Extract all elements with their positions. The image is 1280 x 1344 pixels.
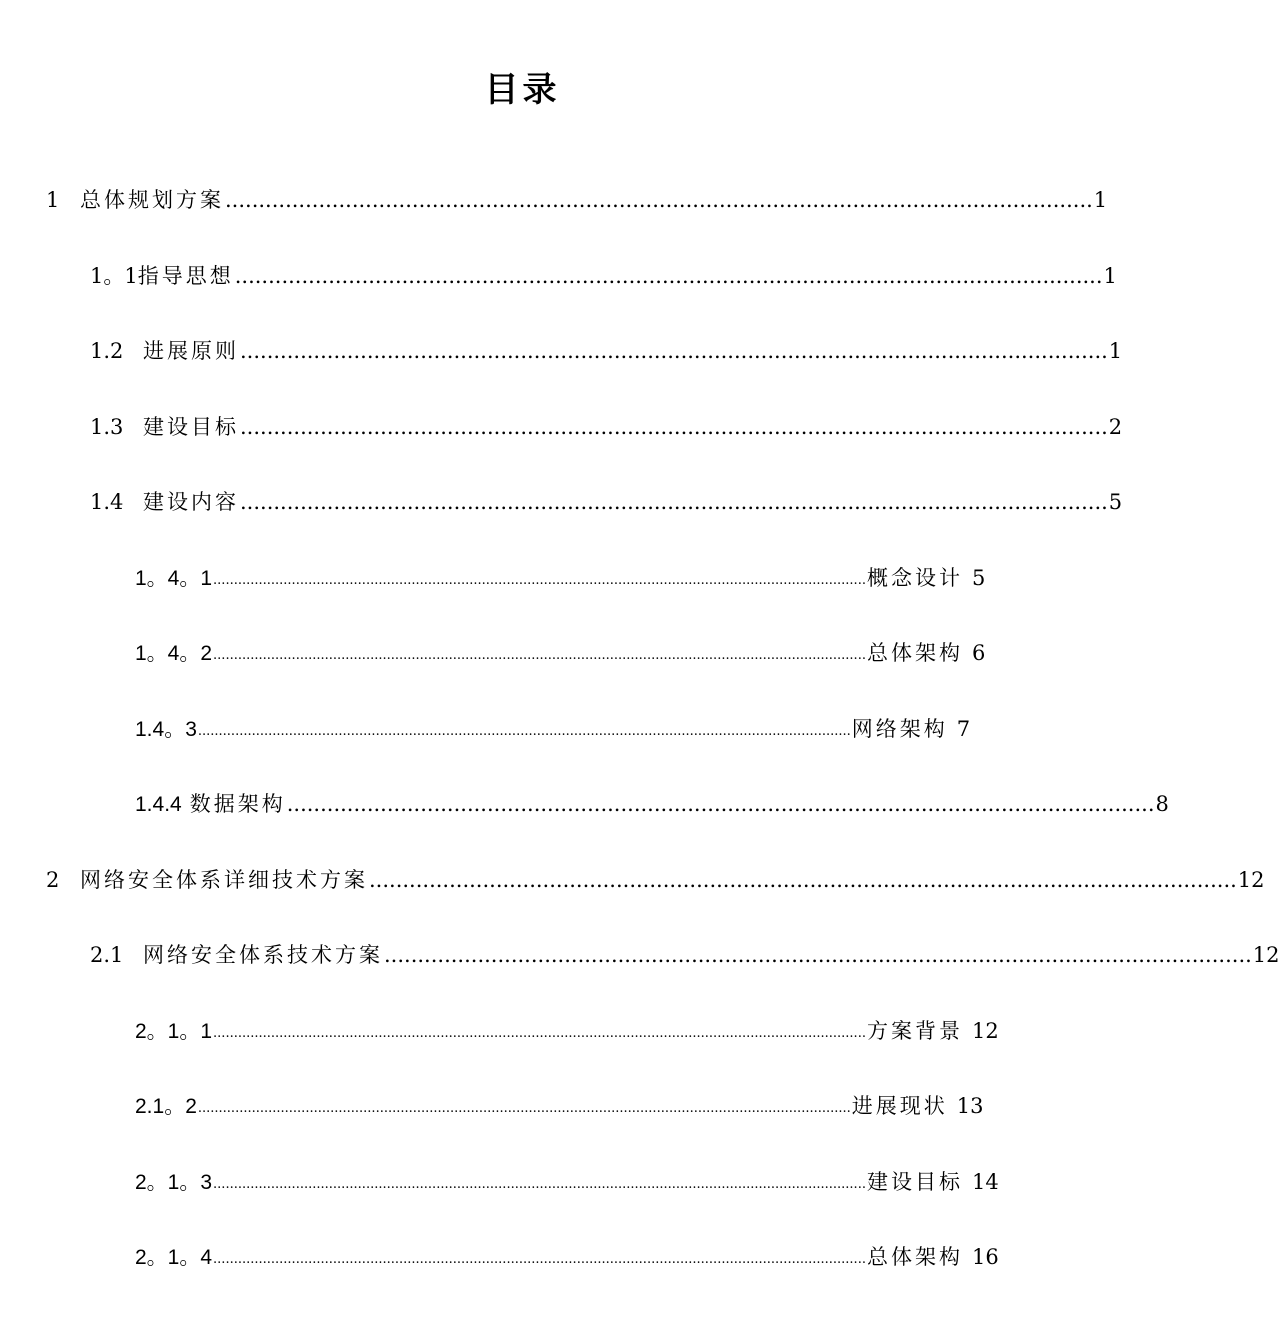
toc-leader-dots: .................................................................................................................................. xyxy=(240,415,1108,439)
toc-entry-number: 1 xyxy=(46,188,60,212)
toc-entry-title: 总体架构 xyxy=(866,641,963,665)
toc-entry-page: 13 xyxy=(956,1094,984,1118)
toc-entry-number: 1.4.4 xyxy=(135,793,182,816)
toc-entry-number: 2。1。3 xyxy=(135,1171,213,1194)
toc-entry-title: 建设目标 xyxy=(143,415,239,439)
toc-entry[interactable] xyxy=(90,939,1280,971)
toc-leader-dots: .............................................................................................................................................................. xyxy=(213,1252,866,1267)
toc-entry-number: 1。1 xyxy=(90,264,138,288)
toc-entry-page: 7 xyxy=(956,717,971,741)
toc-title: 目录 xyxy=(484,70,561,110)
toc-entry[interactable] xyxy=(135,1090,984,1122)
toc-entry-title: 总体架构 xyxy=(866,1245,963,1269)
toc-entry-page: 12 xyxy=(971,1019,999,1043)
toc-entry-page: 8 xyxy=(1155,792,1169,816)
toc-entry-title: 建设内容 xyxy=(143,490,239,514)
toc-leader-dots: .............................................................................................................................................................. xyxy=(197,724,851,739)
toc-entry-number: 1.3 xyxy=(90,415,124,439)
toc-entry-page: 1 xyxy=(1093,188,1108,212)
toc-entry-page: 12 xyxy=(1237,868,1265,892)
toc-entry-number: 1。4。1 xyxy=(135,567,213,590)
toc-leader-dots: .............................................................................................................................................................. xyxy=(213,1026,866,1041)
toc-entry[interactable] xyxy=(135,1166,999,1198)
toc-entry-page: 12 xyxy=(1252,943,1280,967)
toc-entry-page: 14 xyxy=(971,1170,999,1194)
toc-entry[interactable] xyxy=(135,637,986,669)
toc-entry-number: 1.2 xyxy=(90,339,124,363)
toc-entry[interactable] xyxy=(135,1015,999,1047)
toc-leader-dots: .............................................................................................................................................................. xyxy=(213,648,866,663)
toc-leader-dots: .................................................................................................................................. xyxy=(225,188,1093,212)
toc-leader-dots: .................................................................................................................................. xyxy=(369,868,1237,892)
toc-entry-page: 5 xyxy=(1108,490,1123,514)
toc-entry-title: 方案背景 xyxy=(866,1019,963,1043)
toc-entry-number: 2。1。1 xyxy=(135,1020,213,1043)
toc-entry[interactable] xyxy=(135,562,986,594)
toc-entry-page: 6 xyxy=(971,641,986,665)
toc-entry-title: 总体规划方案 xyxy=(80,188,224,212)
toc-entry[interactable] xyxy=(90,335,1123,367)
toc-entry-page: 16 xyxy=(971,1245,999,1269)
toc-entry-page: 1 xyxy=(1103,264,1117,288)
toc-entry-title: 概念设计 xyxy=(866,566,963,590)
toc-entry-page: 2 xyxy=(1108,415,1123,439)
toc-leader-dots: .................................................................................................................................. xyxy=(240,339,1108,363)
toc-leader-dots: .................................................................................................................................. xyxy=(286,792,1155,816)
toc-entry-title: 建设目标 xyxy=(866,1170,963,1194)
toc-entry-title: 指导思想 xyxy=(137,264,234,288)
toc-entry[interactable] xyxy=(90,411,1123,443)
toc-entry-title: 网络安全体系技术方案 xyxy=(143,943,383,967)
toc-entry-number: 2.1。2 xyxy=(135,1095,197,1118)
toc-leader-dots: .............................................................................................................................................................. xyxy=(213,1177,866,1192)
toc-leader-dots: .................................................................................................................................. xyxy=(234,264,1103,288)
toc-entry-title: 进展现状 xyxy=(851,1094,948,1118)
toc-entry-number: 2。1。4 xyxy=(135,1246,213,1269)
toc-entry-page: 1 xyxy=(1108,339,1123,363)
toc-entry-page: 5 xyxy=(971,566,986,590)
toc-entry-number: 2.1 xyxy=(90,943,124,967)
toc-entry-number: 2 xyxy=(46,868,60,892)
toc-entry[interactable] xyxy=(135,713,971,745)
toc-entry[interactable] xyxy=(46,184,1108,216)
toc-entry[interactable] xyxy=(46,864,1265,896)
toc-entry-title: 进展原则 xyxy=(143,339,239,363)
toc-entry[interactable] xyxy=(135,788,1169,820)
toc-entry-title: 数据架构 xyxy=(189,792,286,816)
toc-entry[interactable] xyxy=(135,1241,999,1273)
toc-leader-dots: .................................................................................................................................. xyxy=(240,490,1108,514)
toc-entry[interactable] xyxy=(90,260,1117,292)
toc-entry-title: 网络架构 xyxy=(851,717,948,741)
toc-entry[interactable] xyxy=(90,486,1123,518)
toc-entry-number: 1.4 xyxy=(90,490,124,514)
toc-leader-dots: .................................................................................................................................. xyxy=(384,943,1252,967)
toc-leader-dots: .............................................................................................................................................................. xyxy=(197,1101,851,1116)
toc-leader-dots: .............................................................................................................................................................. xyxy=(213,573,866,588)
toc-entry-number: 1。4。2 xyxy=(135,642,213,665)
toc-entry-number: 1.4。3 xyxy=(135,718,197,741)
toc-entry-title: 网络安全体系详细技术方案 xyxy=(80,868,368,892)
